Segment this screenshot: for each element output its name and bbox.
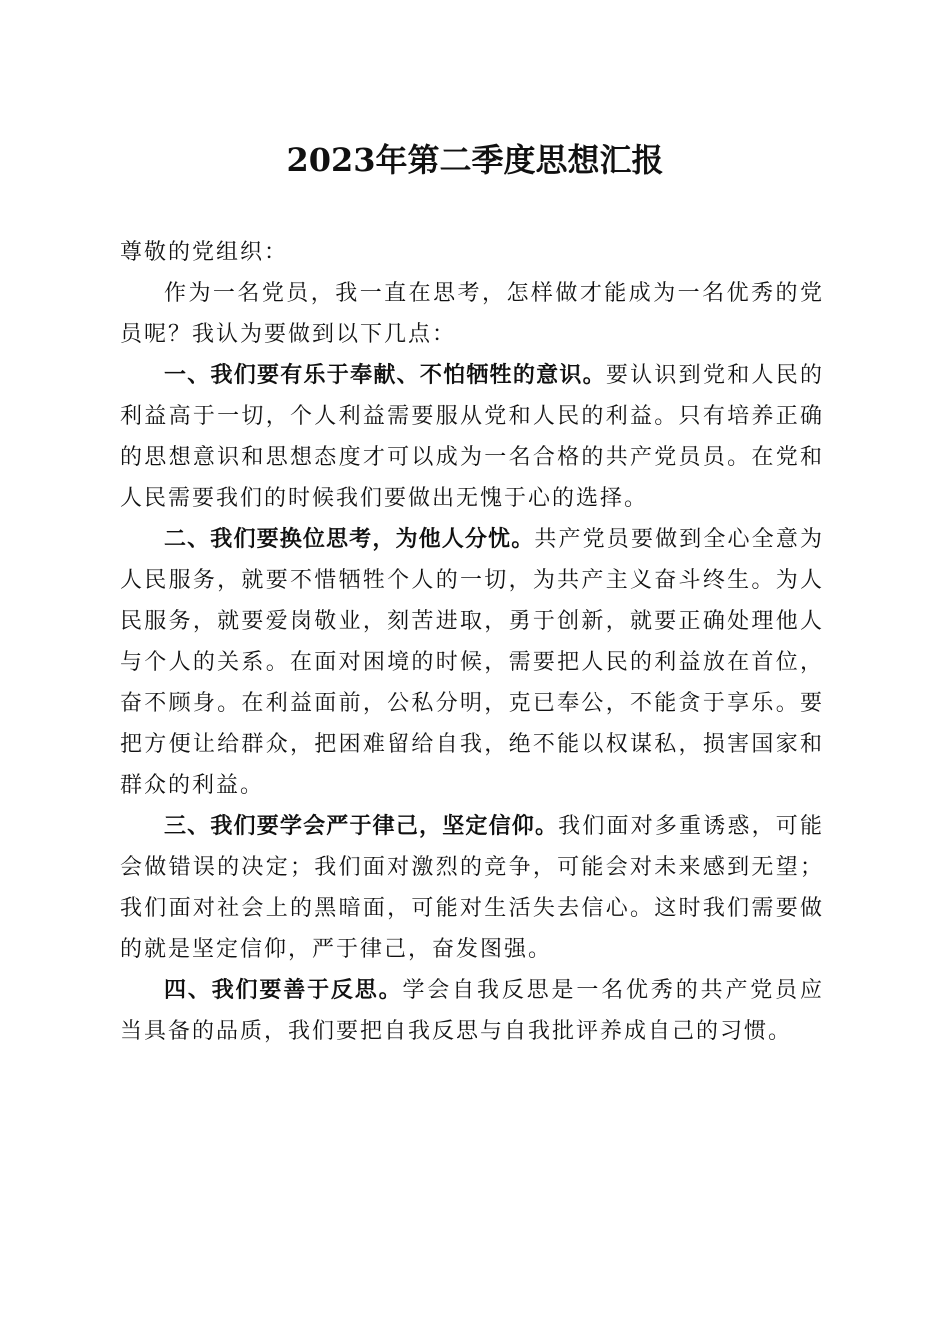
point-text-3: 我们面对多重诱惑，可能会做错误的决定；我们面对激烈的竞争，可能会对未来感到无望；我们面对社会上的黑暗面，可能对生活失去信心。这时我们需要做的就是坚定信仰，严于律己，奋发图强。 bbox=[120, 814, 824, 962]
salutation: 尊敬的党组织： bbox=[120, 240, 289, 265]
point-text-2: 共产党员要做到全心全意为人民服务，就要不惜牺牲个人的一切，为共产主义奋斗终生。为人民服务，就要爱岗敬业，刻苦进取，勇于创新，就要正确处理他人与个人的关系。在面对困境的时候，需要把人民的利益放在首位，奋不顾身。在利益面前，公私分明，克已奉公，不能贪于享乐。要把方便让给群众，把困难留给自我，绝不能以权谋私，损害国家和群众的利益。 bbox=[120, 527, 824, 798]
point-heading-1: 一、我们要有乐于奉献、不怕牺牲的意识。 bbox=[164, 363, 606, 388]
point-heading-4: 四、我们要善于反思。 bbox=[164, 978, 403, 1003]
document-title: 2023年第二季度思想汇报 bbox=[286, 141, 664, 179]
point-text-1: 要认识到党和人民的利益高于一切，个人利益需要服从党和人民的利益。只有培养正确的思想意识和思想态度才可以成为一名合格的共产党员员。在党和人民需要我们的时候我们要做出无愧于心的选择。 bbox=[120, 363, 824, 511]
point-heading-3: 三、我们要学会严于律己，坚定信仰。 bbox=[164, 814, 559, 839]
point-heading-2: 二、我们要换位思考，为他人分忧。 bbox=[164, 527, 535, 552]
point-text-4: 学会自我反思是一名优秀的共产党员应当具备的品质，我们要把自我反思与自我批评养成自己的习惯。 bbox=[120, 978, 824, 1044]
intro-paragraph: 作为一名党员，我一直在思考，怎样做才能成为一名优秀的党员呢？我认为要做到以下几点： bbox=[120, 281, 824, 347]
document-body bbox=[120, 232, 824, 1052]
point-paragraph-2 bbox=[120, 519, 824, 806]
point-paragraph-3 bbox=[120, 806, 824, 970]
point-paragraph-4 bbox=[120, 970, 824, 1052]
point-paragraph-1 bbox=[120, 355, 824, 519]
